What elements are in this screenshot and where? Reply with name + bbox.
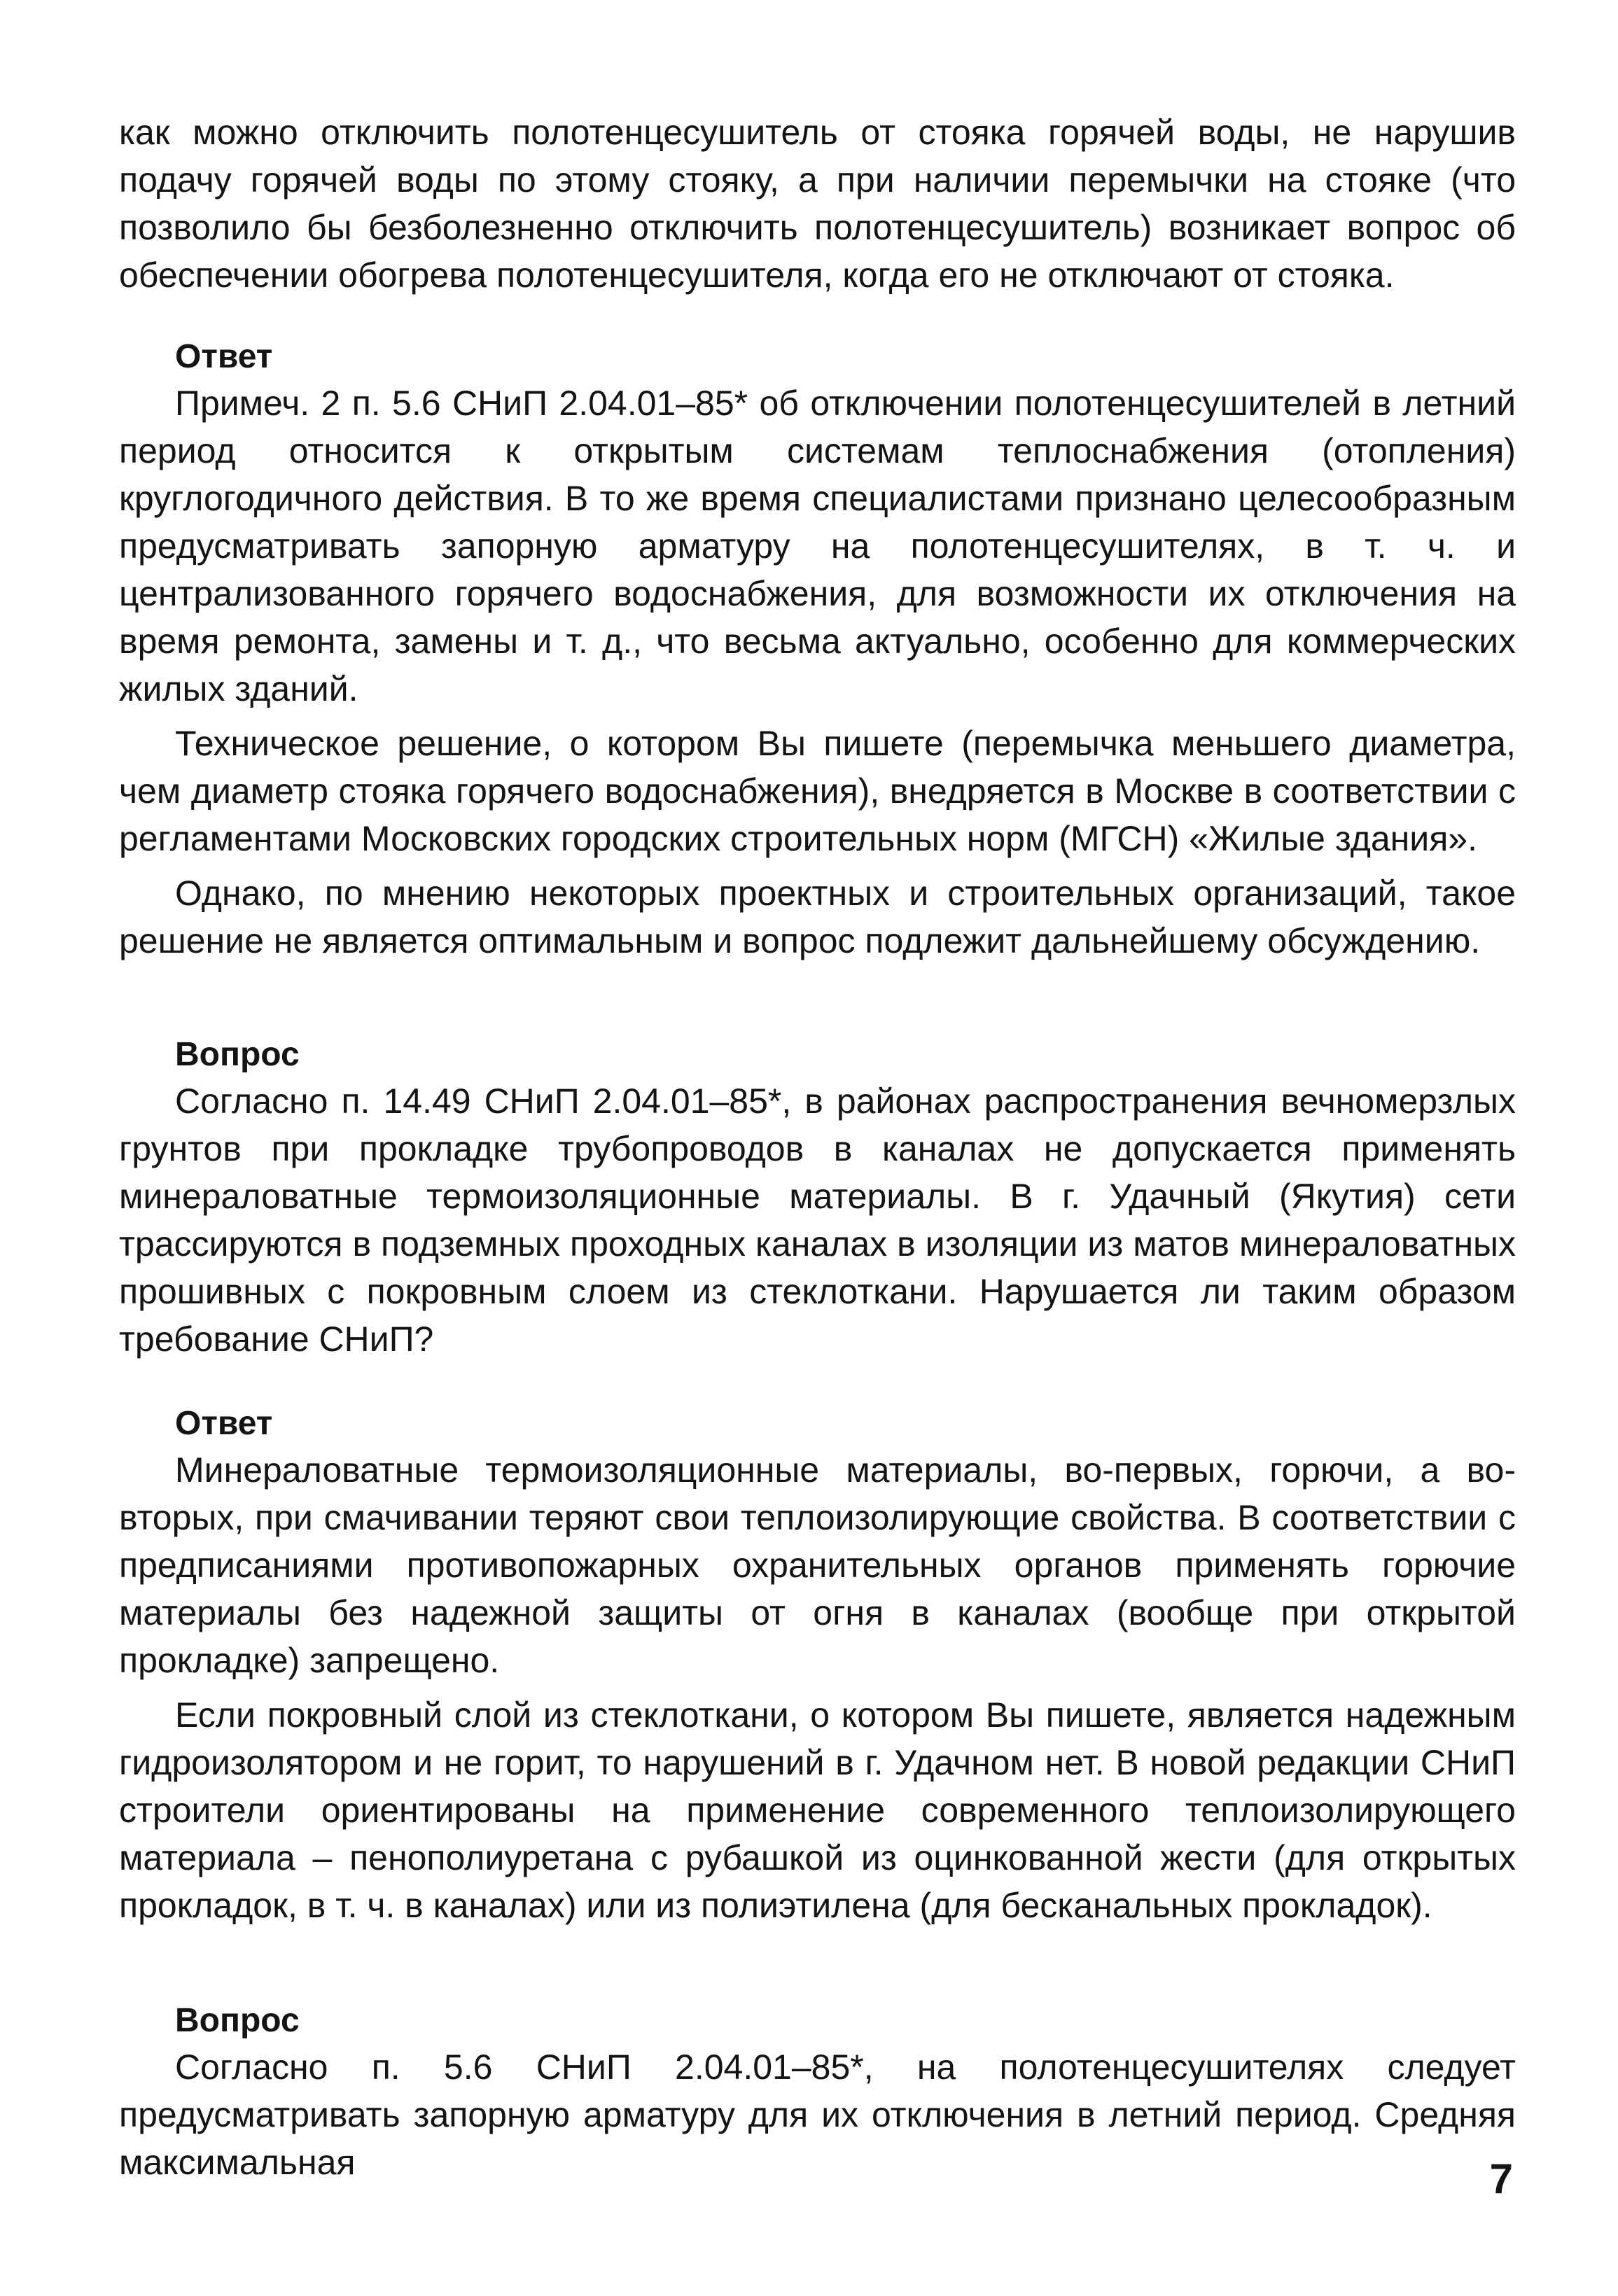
answer-section-1 bbox=[119, 335, 1516, 972]
question-paragraph: Согласно п. 14.49 СНиП 2.04.01–85*, в районах распространения вечномерзлых грунтов при прокладке трубопроводов в каналах не допускается применять минераловатные термоизоляционные материалы. В г. Удачный (Якутия) сети трассируются в подземных проходных каналах в изоляции из матов минераловатных прошивных с покровным слоем из стеклоткани. Нарушается ли таким образом требование СНиП? bbox=[119, 1082, 1516, 1359]
question-section-3 bbox=[119, 1998, 1516, 2193]
answer-heading: Ответ bbox=[175, 338, 273, 375]
intro-section bbox=[119, 108, 1516, 306]
answer-paragraph: Однако, по мнению некоторых проектных и строительных организаций, такое решение не является оптимальным и вопрос подлежит дальнейшему обсуждению. bbox=[119, 874, 1516, 960]
question-heading: Вопрос bbox=[175, 2002, 300, 2039]
intro-paragraph: как можно отключить полотенцесушитель от стояка горячей воды, не нарушив подачу горячей воды по этому стояку, а при наличии перемычки на стояке (что позволило бы безболезненно отключить полотенцесушитель) возникает вопрос об обеспечении обогрева полотенцесушителя, когда его не отключают от стояка. bbox=[119, 113, 1516, 295]
answer-heading: Ответ bbox=[175, 1405, 273, 1442]
answer-paragraph: Техническое решение, о котором Вы пишете (перемычка меньшего диаметра, чем диаметр стояка горячего водоснабжения), внедряется в Москве в соответствии с регламентами Московских городских строительных норм (МГСН) «Жилые здания». bbox=[119, 724, 1516, 858]
answer-section-2 bbox=[119, 1401, 1516, 1936]
answer-paragraph: Минераловатные термоизоляционные материалы, во-первых, горючи, а во-вторых, при смачивании теряют свои теплоизолирующие свойства. В соответствии с предписаниями противопожарных охранительных органов применять горючие материалы без надежной защиты от огня в каналах (вообще при открытой прокладке) запрещено. bbox=[119, 1450, 1516, 1680]
answer-paragraph: Если покровный слой из стеклоткани, о котором Вы пишете, является надежным гидроизолятором и не горит, то нарушений в г. Удачном нет. В новой редакции СНиП строители ориентированы на применение современного теплоизолирующего материала – пенополиуретана с рубашкой из оцинкованной жести (для открытых прокладок, в т. ч. в каналах) или из полиэтилена (для бесканальных прокладок). bbox=[119, 1695, 1516, 1925]
question-section-2 bbox=[119, 1032, 1516, 1370]
question-heading: Вопрос bbox=[175, 1036, 300, 1073]
page-number: 7 bbox=[1489, 2155, 1513, 2202]
answer-paragraph: Примеч. 2 п. 5.6 СНиП 2.04.01–85* об отключении полотенцесушителей в летний период относится к открытым системам теплоснабжения (отопления) круглогодичного действия. В то же время специалистами признано целесообразным предусматривать запорную арматуру на полотенцесушителях, в т. ч. и централизованного горячего водоснабжения, для возможности их отключения на время ремонта, замены и т. д., что весьма актуально, особенно для коммерческих жилых зданий. bbox=[119, 384, 1516, 708]
question-paragraph: Согласно п. 5.6 СНиП 2.04.01–85*, на полотенцесушителях следует предусматривать запорную арматуру для их отключения в летний период. Средняя максимальная bbox=[119, 2047, 1516, 2182]
